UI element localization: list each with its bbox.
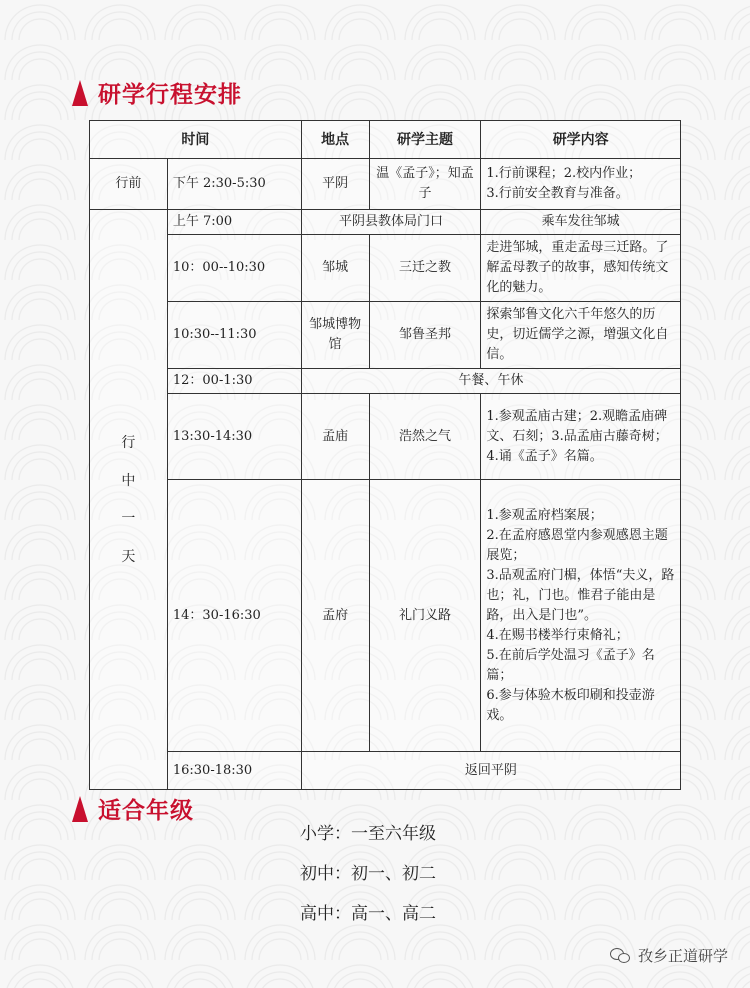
row-place: 邹城 [301, 235, 369, 302]
row-content: 走进邹城，重走孟母三迁路。了解孟母教子的故事，感知传统文化的魅力。 [481, 235, 681, 302]
grade-primary: 小学：一至六年级 [300, 824, 436, 844]
triangle-marker-icon [72, 796, 88, 822]
row-merged: 返回平阴 [301, 752, 680, 790]
pre-theme: 温《孟子》；知孟子 [369, 159, 481, 210]
row-time: 上午 7:00 [167, 210, 301, 235]
row-theme: 礼门义路 [369, 480, 481, 752]
section-title-grades [72, 792, 194, 825]
pre-label: 行前 [90, 159, 168, 210]
triangle-marker-icon [72, 80, 88, 106]
schedule-table [89, 120, 681, 790]
header-content: 研学内容 [481, 121, 681, 159]
pre-time: 下午 2:30-5:30 [167, 159, 301, 210]
footer-account [610, 945, 728, 966]
header-theme: 研学主题 [369, 121, 481, 159]
row-place: 孟庙 [301, 394, 369, 480]
pre-content: 1.行前课程；2.校内作业； 3.行前安全教育与准备。 [481, 159, 681, 210]
header-place: 地点 [301, 121, 369, 159]
row-time: 10：00--10:30 [167, 235, 301, 302]
table-row [90, 302, 681, 369]
row-content: 乘车发往邹城 [481, 210, 681, 235]
row-place: 孟府 [301, 480, 369, 752]
row-time: 16:30-18:30 [167, 752, 301, 790]
grades-list [300, 818, 436, 938]
day-label: 行 中 一 天 [90, 210, 168, 790]
row-theme: 三迁之教 [369, 235, 481, 302]
row-place: 平阴县教体局门口 [301, 210, 481, 235]
row-place: 邹城博物馆 [301, 302, 369, 369]
section-heading: 研学行程安排 [98, 82, 242, 108]
row-content: 1.参观孟庙古建；2.观瞻孟庙碑文、石刻；3.品孟庙古藤奇树；4.诵《孟子》名篇。 [481, 394, 681, 480]
table-row [90, 210, 681, 235]
pre-place: 平阴 [301, 159, 369, 210]
wechat-icon [610, 948, 632, 964]
header-time: 时间 [90, 121, 302, 159]
table-row [90, 480, 681, 752]
row-time: 14：30-16:30 [167, 480, 301, 752]
row-theme: 邹鲁圣邦 [369, 302, 481, 369]
table-row [90, 752, 681, 790]
row-time: 10:30--11:30 [167, 302, 301, 369]
table-header-row [90, 121, 681, 159]
section-heading: 适合年级 [98, 798, 194, 824]
table-row [90, 394, 681, 480]
table-row [90, 235, 681, 302]
row-content: 探索邹鲁文化六千年悠久的历史，切近儒学之源，增强文化自信。 [481, 302, 681, 369]
footer-text: 孜乡正道研学 [637, 947, 728, 965]
section-title-schedule [72, 76, 242, 109]
row-merged: 午餐、午休 [301, 369, 680, 394]
grade-junior: 初中：初一、初二 [300, 864, 436, 884]
row-content: 1.参观孟府档案展； 2.在孟府感恩堂内参观感恩主题展览； 3.品观孟府门楣，体悟“夫义，路也；礼，门也。惟君子能由是路，出入是门也”。 4.在赐书楼举行束脩礼； 5.在前后学处温习《孟子》名篇； 6.参与体验木板印刷和投壶游戏。 [481, 480, 681, 752]
table-row [90, 159, 681, 210]
row-time: 13:30-14:30 [167, 394, 301, 480]
grade-senior: 高中：高一、高二 [300, 904, 436, 924]
row-time: 12：00-1:30 [167, 369, 301, 394]
row-theme: 浩然之气 [369, 394, 481, 480]
table-row [90, 369, 681, 394]
